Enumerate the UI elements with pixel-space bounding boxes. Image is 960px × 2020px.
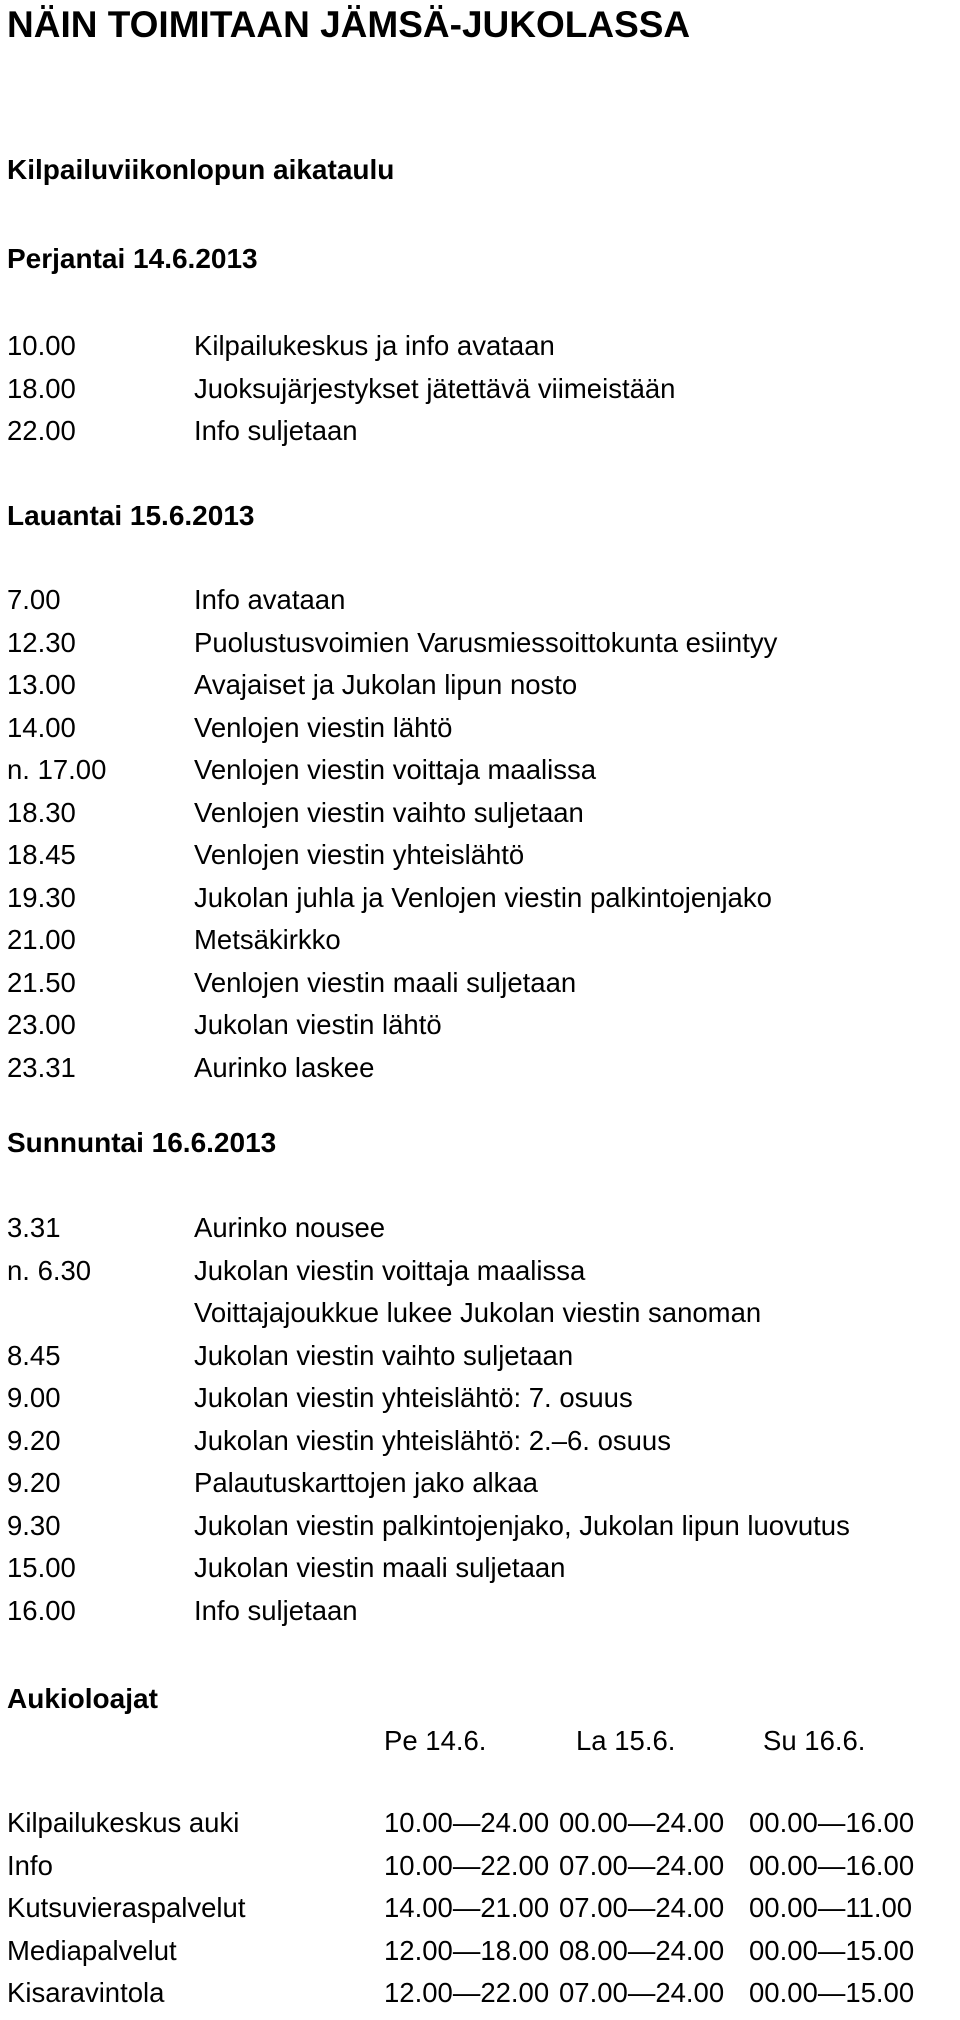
- table-row: [7, 1892, 957, 1935]
- table-row: [7, 1807, 957, 1850]
- event-time: 10.00: [7, 330, 76, 361]
- event-time: 3.31: [7, 1212, 61, 1243]
- event-time: 12.30: [7, 626, 76, 658]
- day-heading-sunday: Sunnuntai 16.6.2013: [7, 1127, 277, 1158]
- hours-pe: 12.00—22.00: [384, 1977, 550, 2008]
- table-row: [7, 1977, 957, 2020]
- schedule-row: [7, 1382, 957, 1425]
- schedule-row: [7, 669, 957, 712]
- hours-pe: 14.00—21.00: [384, 1892, 550, 1923]
- schedule-row: [7, 627, 957, 670]
- event-text: Voittajajoukkue lukee Jukolan viestin sanoman: [194, 1297, 762, 1328]
- hours-su: 00.00—15.00: [749, 1934, 915, 1966]
- event-text: Info suljetaan: [194, 1594, 358, 1626]
- schedule-row: [7, 1340, 957, 1383]
- event-time: 22.00: [7, 415, 76, 446]
- event-text: Aurinko laskee: [194, 1051, 375, 1083]
- schedule-row: [7, 967, 957, 1010]
- opening-hours-column-headers: [0, 1725, 960, 1765]
- event-time: 9.30: [7, 1509, 61, 1541]
- venue-name: Kisaravintola: [7, 1977, 165, 2008]
- event-time: 23.31: [7, 1051, 76, 1083]
- schedule-row: [7, 1595, 957, 1638]
- event-text: Metsäkirkko: [194, 924, 341, 955]
- event-text: Venlojen viestin yhteislähtö: [194, 839, 525, 870]
- opening-hours-heading: Aukioloajat: [7, 1683, 158, 1714]
- schedule-row: [7, 1255, 957, 1298]
- schedule-friday: [7, 330, 957, 458]
- schedule-row: [7, 1425, 957, 1468]
- event-text: Avajaiset ja Jukolan lipun nosto: [194, 669, 578, 700]
- event-time: n. 17.00: [7, 754, 107, 785]
- event-time: 21.50: [7, 966, 76, 998]
- event-text: Jukolan viestin palkintojenjako, Jukolan lipun luovutus: [194, 1509, 850, 1541]
- schedule-subtitle: Kilpailuviikonlopun aikataulu: [7, 154, 395, 185]
- event-time: 9.20: [7, 1467, 61, 1498]
- hours-la: 08.00—24.00: [559, 1934, 725, 1966]
- schedule-row: [7, 1510, 957, 1553]
- event-text: Venlojen viestin vaihto suljetaan: [194, 796, 584, 828]
- venue-name: Kutsuvieraspalvelut: [7, 1892, 246, 1923]
- event-text: Info suljetaan: [194, 415, 358, 446]
- schedule-row: [7, 1297, 957, 1340]
- event-text: Palautuskarttojen jako alkaa: [194, 1467, 538, 1498]
- event-text: Kilpailukeskus ja info avataan: [194, 330, 555, 361]
- hours-la: 07.00—24.00: [559, 1849, 725, 1881]
- event-text: Jukolan juhla ja Venlojen viestin palkintojenjako: [194, 881, 772, 913]
- column-header-su: Su 16.6.: [763, 1725, 866, 1756]
- opening-hours-table: [7, 1807, 957, 2020]
- schedule-row: [7, 882, 957, 925]
- event-text: Aurinko nousee: [194, 1212, 386, 1243]
- event-text: Info avataan: [194, 584, 346, 615]
- event-time: 15.00: [7, 1552, 76, 1583]
- event-text: Jukolan viestin vaihto suljetaan: [194, 1339, 574, 1371]
- day-heading-saturday: Lauantai 15.6.2013: [7, 500, 255, 531]
- event-text: Venlojen viestin voittaja maalissa: [194, 754, 597, 785]
- schedule-row: [7, 1009, 957, 1052]
- schedule-row: [7, 924, 957, 967]
- column-header-pe: Pe 14.6.: [384, 1725, 487, 1756]
- column-header-la: La 15.6.: [576, 1725, 676, 1756]
- event-time: 8.45: [7, 1339, 61, 1371]
- event-text: Jukolan viestin yhteislähtö: 7. osuus: [194, 1382, 633, 1413]
- event-time: 13.00: [7, 669, 76, 700]
- event-time: 19.30: [7, 881, 76, 913]
- hours-su: 00.00—16.00: [749, 1807, 915, 1838]
- event-time: 7.00: [7, 584, 61, 615]
- hours-pe: 10.00—22.00: [384, 1849, 550, 1881]
- event-time: 21.00: [7, 924, 76, 955]
- venue-name: Mediapalvelut: [7, 1934, 177, 1966]
- hours-su: 00.00—15.00: [749, 1977, 915, 2008]
- event-time: 18.00: [7, 372, 76, 404]
- event-text: Venlojen viestin maali suljetaan: [194, 966, 577, 998]
- event-time: 18.30: [7, 796, 76, 828]
- document-title: NÄIN TOIMITAAN JÄMSÄ-JUKOLASSA: [7, 4, 691, 45]
- schedule-row: [7, 754, 957, 797]
- schedule-row: [7, 797, 957, 840]
- schedule-row: [7, 1552, 957, 1595]
- venue-name: Info: [7, 1849, 53, 1881]
- event-text: Jukolan viestin maali suljetaan: [194, 1552, 566, 1583]
- schedule-row: [7, 839, 957, 882]
- schedule-row: [7, 712, 957, 755]
- table-row: [7, 1935, 957, 1978]
- hours-su: 00.00—11.00: [749, 1892, 913, 1923]
- event-time: 9.00: [7, 1382, 61, 1413]
- hours-la: 00.00—24.00: [559, 1807, 725, 1838]
- schedule-saturday: [7, 584, 957, 1094]
- venue-name: Kilpailukeskus auki: [7, 1807, 240, 1838]
- hours-pe: 12.00—18.00: [384, 1934, 550, 1966]
- event-time: n. 6.30: [7, 1254, 92, 1286]
- schedule-row: [7, 1052, 957, 1095]
- event-text: Juoksujärjestykset jätettävä viimeistään: [194, 372, 676, 404]
- event-time: 16.00: [7, 1594, 76, 1626]
- event-time: 14.00: [7, 711, 76, 743]
- schedule-row: [7, 330, 957, 373]
- table-row: [7, 1850, 957, 1893]
- schedule-row: [7, 373, 957, 416]
- event-time: 23.00: [7, 1009, 76, 1040]
- hours-su: 00.00—16.00: [749, 1849, 915, 1881]
- schedule-row: [7, 1212, 957, 1255]
- event-text: Jukolan viestin voittaja maalissa: [194, 1254, 586, 1286]
- schedule-sunday: [7, 1212, 957, 1637]
- event-text: Puolustusvoimien Varusmiessoittokunta esiintyy: [194, 626, 778, 658]
- hours-la: 07.00—24.00: [559, 1977, 725, 2008]
- schedule-row: [7, 1467, 957, 1510]
- hours-pe: 10.00—24.00: [384, 1807, 550, 1838]
- hours-la: 07.00—24.00: [559, 1892, 725, 1923]
- event-time: 9.20: [7, 1424, 61, 1456]
- event-time: 18.45: [7, 839, 76, 870]
- event-text: Jukolan viestin yhteislähtö: 2.–6. osuus: [194, 1424, 671, 1456]
- day-heading-friday: Perjantai 14.6.2013: [7, 243, 258, 274]
- schedule-row: [7, 415, 957, 458]
- schedule-row: [7, 584, 957, 627]
- event-text: Jukolan viestin lähtö: [194, 1009, 442, 1040]
- event-text: Venlojen viestin lähtö: [194, 711, 453, 743]
